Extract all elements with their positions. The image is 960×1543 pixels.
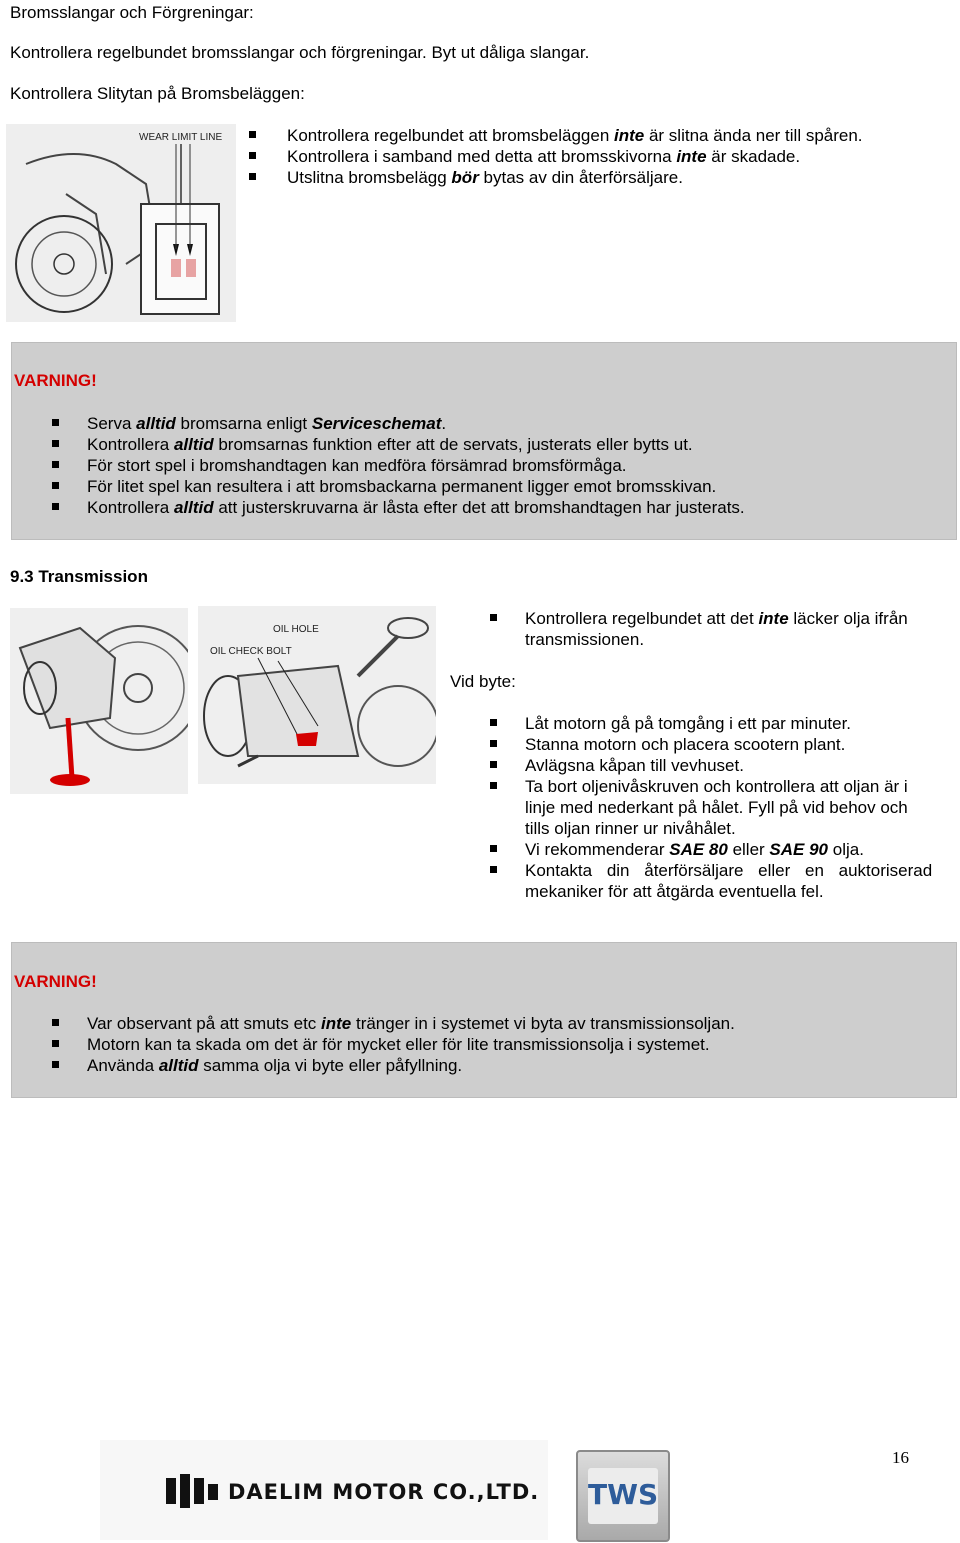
bullet-icon: [249, 152, 256, 159]
bullet-icon: [490, 614, 497, 621]
hoses-text: Kontrollera regelbundet bromsslangar och förgreningar. Byt ut dåliga slangar.: [10, 43, 590, 62]
oil-check-bolt-label: OIL CHECK BOLT: [210, 646, 292, 657]
wear-limit-label: WEAR LIMIT LINE: [139, 132, 223, 143]
bullet-icon: [52, 1061, 59, 1068]
pads-heading: Kontrollera Slitytan på Bromsbeläggen:: [10, 84, 305, 103]
warning-item: För litet spel kan resultera i att bromsbackarna permanent ligger emot bromsskivan.: [87, 477, 717, 496]
bullet-icon: [490, 761, 497, 768]
bullet-icon: [52, 503, 59, 510]
step-item-cont: mekaniker för att åtgärda eventuella fel.: [525, 882, 824, 901]
warning-item: För stort spel i bromshandtagen kan medföra försämrad bromsförmåga.: [87, 456, 627, 475]
warning-item: Serva alltid bromsarna enligt Serviceschemat.: [87, 414, 447, 433]
warning-item: Var observant på att smuts etc inte tränger in i systemet vi byta av transmissionsoljan.: [87, 1014, 735, 1033]
vid-byte-label: Vid byte:: [450, 672, 516, 691]
bullet-icon: [490, 782, 497, 789]
warning-item: Kontrollera alltid att justerskruvarna är låsta efter det att bromshandtagen har justerats.: [87, 498, 745, 517]
transmission-heading: 9.3 Transmission: [10, 567, 148, 586]
section-title: Bromsslangar och Förgreningar:: [10, 3, 254, 22]
step-item: Stanna motorn och placera scootern plant.: [525, 735, 846, 754]
step-item: Ta bort oljenivåskruven och kontrollera att oljan är i: [525, 777, 908, 796]
daelim-logo: [100, 1440, 548, 1540]
oil-check-figure: [198, 606, 436, 784]
bullet-icon: [52, 482, 59, 489]
step-item: Låt motorn gå på tomgång i ett par minuter.: [525, 714, 852, 733]
bullet-icon: [249, 173, 256, 180]
bullet-icon: [52, 461, 59, 468]
bullet-icon: [52, 1040, 59, 1047]
bullet-icon: [490, 866, 497, 873]
company-name: DAELIM MOTOR CO.,LTD.: [228, 1480, 540, 1504]
check-line-1: Kontrollera regelbundet att det inte läcker olja ifrån: [525, 609, 908, 628]
bullet-icon: [249, 131, 256, 138]
step-item-cont: linje med nederkant på hålet. Fyll på vid behov och: [525, 798, 908, 817]
warning-item: Motorn kan ta skada om det är för mycket eller för lite transmissionsolja i systemet.: [87, 1035, 710, 1054]
bullet-icon: [490, 845, 497, 852]
bullet-icon: [52, 440, 59, 447]
warning-title: VARNING!: [14, 972, 97, 991]
bullet-icon: [490, 719, 497, 726]
brake-item-3: Utslitna bromsbelägg bör bytas av din återförsäljare.: [287, 168, 683, 187]
oil-leak-figure: [10, 608, 188, 794]
warning-title: VARNING!: [14, 371, 97, 390]
step-item-cont: tills oljan rinner ur nivåhålet.: [525, 819, 736, 838]
page-number: 16: [892, 1448, 909, 1467]
step-item: Kontakta din återförsäljare eller en auktoriserad: [525, 861, 933, 880]
brake-wear-figure: [6, 124, 236, 322]
tws-badge-text: TWS: [588, 1478, 659, 1511]
step-item: Avlägsna kåpan till vevhuset.: [525, 756, 744, 775]
brake-item-2: Kontrollera i samband med detta att bromsskivorna inte är skadade.: [287, 147, 801, 166]
warning-item: Använda alltid samma olja vi byte eller påfyllning.: [87, 1056, 463, 1075]
bullet-icon: [52, 419, 59, 426]
tws-logo: [576, 1450, 670, 1542]
step-item: Vi rekommenderar SAE 80 eller SAE 90 olja.: [525, 840, 864, 859]
check-line-2: transmissionen.: [525, 630, 645, 649]
brake-item-1: Kontrollera regelbundet att bromsbeläggen inte är slitna ända ner till spåren.: [287, 126, 863, 145]
bullet-icon: [490, 740, 497, 747]
oil-hole-label: OIL HOLE: [273, 624, 319, 635]
bullet-icon: [52, 1019, 59, 1026]
warning-item: Kontrollera alltid bromsarnas funktion efter att de servats, justerats eller bytts ut.: [87, 435, 693, 454]
